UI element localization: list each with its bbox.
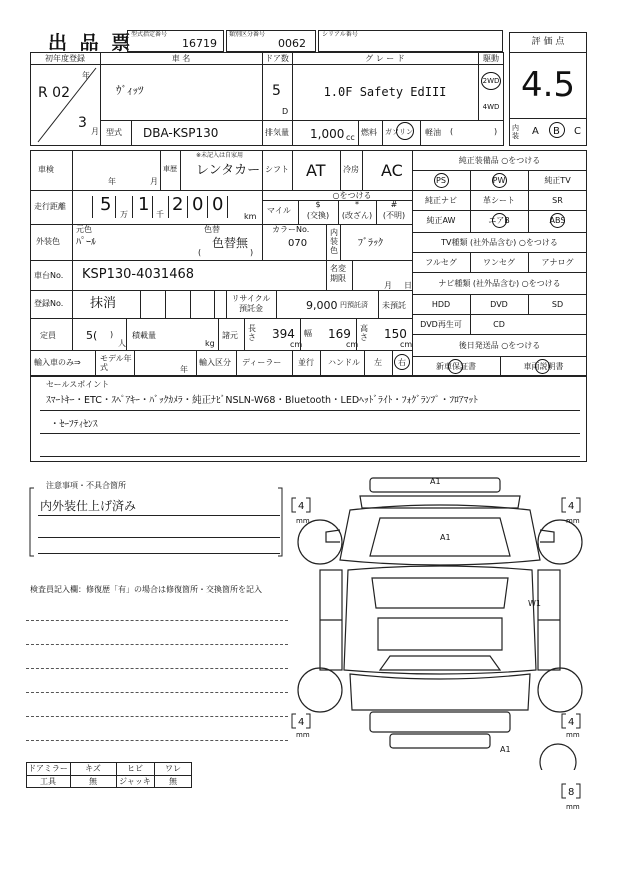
interior-b: B [553, 126, 560, 137]
load-unit: kg [205, 339, 215, 348]
model-year-label: モデル年式 [100, 354, 132, 372]
tire-fl-mm: mm [296, 517, 310, 525]
recycle-unpaid: 未預託 [382, 301, 406, 310]
tv-type-label: TV種類 (社外品含む) ○をつける [441, 238, 558, 247]
fuel-other-open: ( [450, 127, 454, 136]
mileage-digit-2: 1 [138, 194, 150, 215]
equip-std-tv: 純正TV [544, 176, 571, 185]
legend-tool-value: 無 [89, 777, 97, 786]
inspection-label: 車検 [38, 165, 54, 174]
mileage-label: 走行距離 [34, 202, 66, 211]
first-reg-month: 3 [78, 115, 87, 131]
hash: # [390, 200, 398, 209]
tire-rr-mm: mm [566, 731, 580, 739]
mileage-digit-5: 0 [212, 194, 224, 215]
model-label: 型式 [106, 128, 122, 137]
equip-abs: ABS [549, 216, 566, 225]
star: * [355, 200, 359, 209]
color-no-label: カラーNo. [272, 225, 310, 234]
cool: AC [381, 161, 403, 180]
width-unit: cm [346, 340, 359, 349]
int-color: ﾌﾞﾗｯｸ [358, 238, 383, 249]
exchange: (交換) [306, 211, 330, 220]
score-value: 4.5 [520, 65, 576, 105]
inspector-label: 検査員記入欄：修復歴「有」の場合は修復箇所・交換箇所を記入 [30, 585, 262, 594]
legend-door-mirror: ドアミラー [28, 764, 68, 773]
doors: 5 [272, 83, 281, 99]
mark-rear-bumper: A1 [500, 745, 511, 754]
interior-label: 内装 [512, 124, 519, 140]
navi-dvd: DVD [490, 300, 508, 309]
legend-jack-value: 無 [169, 777, 177, 786]
drive-label: 駆動 [483, 54, 499, 63]
tire-spare: 8 [568, 787, 575, 798]
interior-a: A [532, 126, 539, 137]
sales-line-2: ・ｾｰﾌﾃｨｾﾝｽ [50, 419, 98, 430]
tire-fr: 4 [568, 501, 575, 512]
model-year-unit: 年 [180, 365, 188, 374]
mileage-man: 万 [120, 210, 128, 219]
later-manual: 車両説明書 [523, 362, 564, 371]
later-items-label: 後日発送品 ○をつける [458, 341, 541, 350]
serial-label: シリアル番号 [322, 31, 358, 38]
tv-fullseg: フルセグ [425, 258, 457, 267]
grade-label: グ レ ー ド [365, 54, 405, 63]
legend-break: ワレ [165, 764, 181, 773]
tire-rl-mm: mm [296, 731, 310, 739]
cool-label: 冷房 [343, 165, 359, 174]
std-equip-label: 純正装備品 ○をつける [458, 156, 541, 165]
navi-cd: CD [493, 320, 505, 329]
month-unit: 月 [91, 127, 99, 136]
first-reg-label: 初年度登録 [45, 54, 85, 63]
score-label: 評 価 点 [531, 37, 565, 47]
sales-line-1: ｽﾏｰﾄｷｰ・ETC・ｽﾍﾟｱｷｰ・ﾊﾞｯｸｶﾒﾗ・純正ﾅﾋﾞNSLN-W68・Bluetooth・LEDﾍｯﾄﾞﾗｲﾄ・ﾌｫｸﾞﾗﾝﾌﾟ・ﾌﾛｱﾏｯﾄ [46, 395, 478, 406]
mileage-digit-4: 0 [192, 194, 204, 215]
name-change-month: 月 [384, 281, 392, 290]
unknown: (不明) [382, 211, 406, 220]
approval-no: 16719 [182, 37, 217, 50]
height: 150 [384, 327, 407, 341]
length-unit: cm [290, 340, 303, 349]
dvd-play: DVD再生可 [420, 320, 462, 329]
mile-label: マイル [267, 206, 291, 215]
dims-label: 諸元 [222, 331, 238, 340]
drive-4wd: 4WD [482, 103, 500, 111]
doc-title: 出 品 票 [48, 32, 134, 54]
height-label: 高さ [360, 324, 368, 342]
mileage-sen: 千 [156, 210, 164, 219]
mileage-digit-3: 2 [172, 194, 184, 215]
navi-type-label: ナビ種類 (社外品含む) ○をつける [438, 279, 561, 288]
reg-no: 抹消 [90, 296, 117, 311]
mileage-unit: km [244, 212, 257, 221]
name-change-label: 名変期限 [330, 264, 346, 283]
mark-hood: A1 [440, 533, 451, 542]
year-unit: 年 [82, 71, 90, 80]
color-paren-close: ) [250, 248, 254, 257]
equip-sr: SR [552, 196, 563, 205]
length: 394 [272, 327, 295, 341]
navi-hdd: HDD [431, 300, 451, 309]
dollar: $ [315, 200, 321, 209]
tv-oneseg: ワンセグ [483, 258, 515, 267]
chassis: KSP130-4031468 [82, 267, 195, 282]
category-no: 0062 [278, 37, 306, 50]
parallel: 並行 [298, 358, 314, 367]
recycle-unit: 円預託済 [340, 301, 368, 309]
history-note: ※未記入は自家用 [196, 152, 244, 159]
orig-color: ﾊﾟｰﾙ [76, 237, 96, 248]
tire-fl: 4 [298, 501, 305, 512]
import-type-label: 輸入区分 [199, 358, 231, 367]
capacity: 5( [86, 329, 98, 342]
later-warranty: 新車保証書 [436, 362, 476, 371]
legend-scratch: キズ [85, 764, 101, 773]
capacity-label: 定員 [40, 331, 56, 340]
door-suffix: D [282, 107, 289, 116]
width: 169 [328, 327, 351, 341]
drive-2wd: 2WD [482, 77, 500, 85]
category-label: 類別区分番号 [229, 31, 266, 38]
displacement: 1,000 [310, 127, 345, 141]
mark-front-bumper: A1 [430, 477, 441, 486]
dealer: ディーラー [242, 358, 282, 367]
inspection-month-unit: 月 [150, 177, 158, 186]
name-change-day: 日 [404, 281, 412, 290]
legend-crack: ヒビ [127, 764, 143, 773]
equip-leather: 革シート [483, 196, 515, 205]
width-label: 幅 [304, 329, 312, 338]
fuel-gas: ガソリン [385, 128, 413, 136]
mark-right-door: W1 [528, 599, 541, 608]
tire-rr: 4 [568, 717, 575, 728]
recycle: 9,000 [306, 299, 338, 312]
tire-fr-mm: mm [566, 517, 580, 525]
recycle-label: リサイクル預託金 [231, 294, 271, 313]
notes-text: 内外装仕上げ済み [40, 499, 137, 513]
inspection-year-unit: 年 [108, 177, 116, 186]
color-paren-open: ( [198, 248, 202, 257]
reg-no-label: 登録No. [34, 299, 64, 308]
equip-std-navi: 純正ナビ [425, 196, 457, 205]
fuel-label: 燃料 [361, 128, 377, 137]
history: レンタカー [196, 163, 261, 178]
legend-jack: ジャッキ [119, 777, 151, 786]
mileage-digit-1: 5 [100, 194, 112, 215]
right-hand: 右 [398, 358, 406, 367]
height-unit: cm [400, 340, 413, 349]
history-label: 車歴 [163, 165, 177, 173]
import-label: 輸入車のみ⇒ [34, 358, 81, 367]
equip-std-aw: 純正AW [426, 216, 456, 225]
chassis-label: 車台No. [34, 271, 64, 280]
int-color-label: 内装色 [330, 228, 338, 255]
approval-label: 型式指定番号 [131, 31, 168, 38]
fuel-other-close: ) [494, 127, 498, 136]
sales-label: セールスポイント [46, 380, 110, 389]
color-change-label: 色替 [204, 225, 220, 234]
orig-color-label: 元色 [76, 225, 92, 234]
handle-label: ハンドル [328, 358, 360, 367]
notes-label: 注意事項・不具合箇所 [46, 481, 126, 490]
first-reg-era: R 02 [38, 85, 70, 101]
legend-tool: 工具 [40, 777, 56, 786]
left-hand: 左 [374, 358, 382, 367]
capacity-close: ) [110, 330, 114, 339]
tire-rl: 4 [298, 717, 305, 728]
ext-color-label: 外装色 [36, 237, 60, 246]
model: DBA-KSP130 [143, 126, 219, 140]
shift-label: シフト [265, 165, 289, 174]
shift: AT [306, 161, 326, 180]
car-name: ｳﾞｨｯﾂ [116, 84, 144, 97]
equip-airbag: エアB [488, 216, 510, 225]
load-label: 積載量 [132, 331, 156, 340]
equip-pw: PW [492, 176, 506, 185]
fuel-diesel: 軽油 [425, 128, 441, 137]
tv-analog: アナログ [541, 258, 574, 267]
displacement-label: 排気量 [265, 128, 289, 137]
color-change: 色替無 [212, 236, 249, 250]
circle-note: ○をつける [332, 191, 372, 200]
equip-ps: PS [436, 176, 446, 185]
capacity-unit: 人 [118, 339, 126, 348]
grade: 1.0F Safety EdIII [323, 85, 447, 99]
tamper: (改ざん) [341, 211, 373, 220]
car-name-label: 車 名 [171, 54, 191, 63]
navi-sd: SD [551, 300, 564, 309]
doors-label: ドア数 [265, 54, 289, 63]
color-no: 070 [288, 238, 308, 249]
interior-c: C [574, 126, 581, 137]
tire-spare-mm: mm [566, 803, 580, 811]
length-label: 長さ [248, 324, 256, 342]
displacement-unit: cc [346, 133, 355, 142]
